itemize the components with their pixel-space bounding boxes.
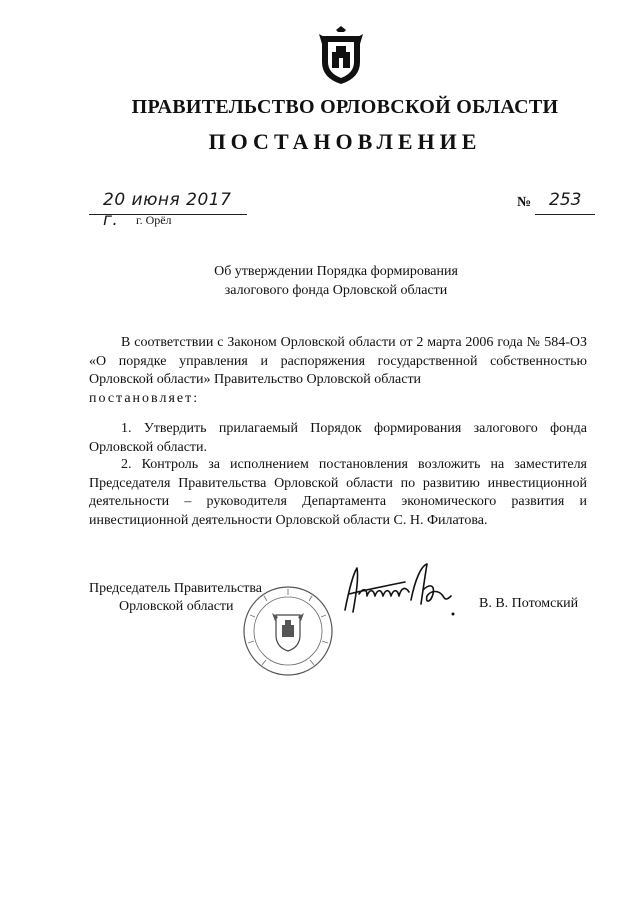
handwritten-number: 253 <box>549 190 582 210</box>
item-1 <box>89 420 587 457</box>
item-text: 1. Утвердить прилагаемый Порядок формирования залогового фонда Орловской области. <box>89 421 587 455</box>
item-2 <box>89 456 587 530</box>
coat-of-arms-icon <box>316 24 366 86</box>
official-seal-icon <box>242 585 334 677</box>
city: г. Орёл <box>136 213 172 227</box>
decree-word: постановляет: <box>89 390 200 406</box>
role-line: Орловской области <box>119 599 234 614</box>
subject-line: Об утверждении Порядка формирования <box>214 264 458 279</box>
document-type: ПОСТАНОВЛЕНИЕ <box>208 129 482 154</box>
subject-line: залогового фонда Орловской области <box>224 283 448 298</box>
item-text: 2. Контроль за исполнением постановления возложить на заместителя Председателя Правительства Орловской области по развитию инвестиционной деятельности – руководителя Департамента экономического развития и инвестиционной деятельности Орловской области С. Н. Филатова. <box>89 457 587 528</box>
preamble-text: В соответствии с Законом Орловской области от 2 марта 2006 года № 584-ОЗ «О порядке управления и распоряжения государственной собственностью Орловской области» Правительство Орловской области <box>89 335 587 387</box>
preamble-paragraph <box>89 334 587 408</box>
number-label: № <box>517 195 532 210</box>
government-title: ПРАВИТЕЛЬСТВО ОРЛОВСКОЙ ОБЛАСТИ <box>131 96 559 118</box>
handwritten-date: 20 июня 2017 г. <box>103 190 232 230</box>
handwritten-signature-icon <box>335 560 463 622</box>
number-field <box>535 192 595 215</box>
signatory-name: В. В. Потомский <box>479 596 579 611</box>
signatory-role <box>89 580 262 616</box>
role-line: Председатель Правительства <box>89 581 262 596</box>
document-subject <box>0 262 640 300</box>
